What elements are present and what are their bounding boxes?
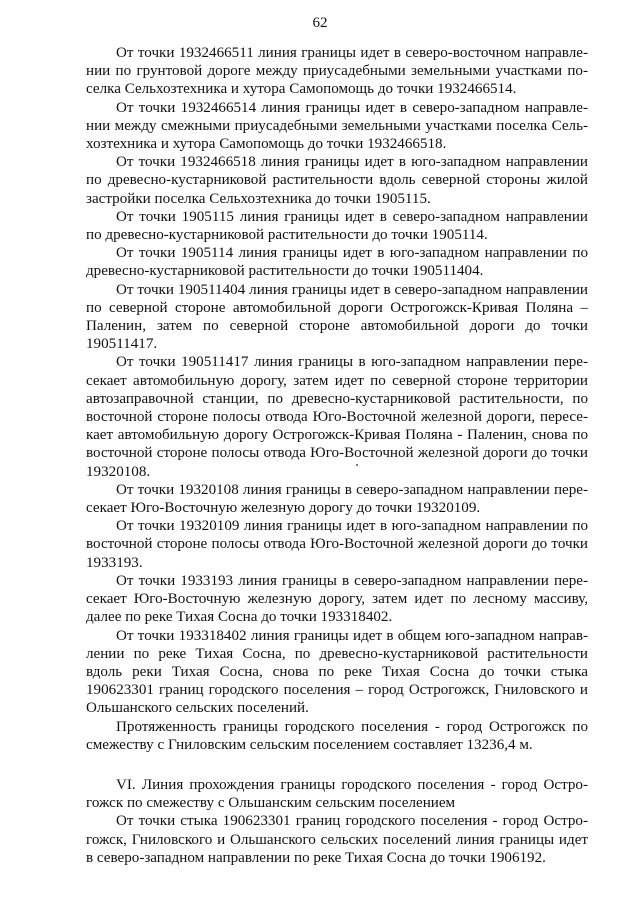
paragraph: От точки 1932466511 линия границы идет в северо-восточном направлении по грунтовой дороге между приусадебными земельными участками поселка Сельхозтехника и хутора Самопомощь до точки 1932466514. xyxy=(86,45,588,98)
paragraph: От точки 193318402 линия границы идет в общем юго-западном направлении по реке Тихая Сосна, по древесно-кустарниковой растительности вдоль реки Тихая Сосна, снова по реке Тихая Сосна до точки стыка 190623301 границ городского поселения – город Острогожск, Гниловского и Ольшанского сельских поселений. xyxy=(86,627,588,717)
paragraph: От точки 190511404 линия границы идет в северо-западном направлении по северной стороне автомобильной дороги Острогожск-Кривая Поляна – Паленин, затем по северной стороне автомобильной дороги до точки 190511417. xyxy=(86,281,588,353)
paragraph: От точки 1932466514 линия границы идет в северо-западном направлении между смежными приусадебными земельными участками поселка Сельхозтехника и хутора Самопомощь до точки 1932466518. xyxy=(86,99,588,153)
paragraph: От точки 1933193 линия границы в северо-западном направлении пересекает Юго-Восточную железную дорогу, затем идет по лесному массиву, далее по реке Тихая Сосна до точки 193318402. xyxy=(86,572,588,626)
page-number: 62 xyxy=(312,15,328,31)
paragraph: От точки 1905114 линия границы идет в юго-западном направлении по древесно-кустарниковой растительности до точки 190511404. xyxy=(86,245,588,280)
paragraph: От точки 19320109 линия границы идет в юго-западном направлении по восточной стороне полосы отвода Юго-Восточной железной дороги до точки 1933193. xyxy=(86,518,588,571)
document-body xyxy=(86,44,588,867)
paragraph: От точки 1905115 линия границы идет в северо-западном направлении по древесно-кустарниковой растительности до точки 1905114. xyxy=(86,208,588,244)
paragraph: От точки стыка 190623301 границ городского поселения - город Острогожск, Гниловского и Ольшанского сельских поселений линия границы идет в северо-западном направлении по реке Тихая Сосна до точки 1906192. xyxy=(86,813,588,866)
section-heading: VI. Линия прохождения границы городского поселения - город Острогожск по смежеству с Ольшанским сельским поселением xyxy=(86,776,588,812)
paragraph: Протяженность границы городского поселения - город Острогожск по смежеству с Гниловским сельским поселением составляет 13236,4 м. xyxy=(86,718,588,753)
paragraph: От точки 19320108 линия границы в северо-западном направлении пересекает Юго-Восточную железную дорогу до точки 19320109. xyxy=(86,481,588,517)
paragraph: От точки 1932466518 линия границы идет в юго-западном направлении по древесно-кустарниковой растительности вдоль северной стороны жилой застройки поселка Сельхозтехника до точки 1905115. xyxy=(86,154,588,207)
paragraph: От точки 190511417 линия границы в юго-западном направлении пересекает автомобильную дорогу, затем идет по северной стороне территории автозаправочной станции, по древесно-кустарниковой растительности, по восточной стороне полосы отвода Юго-Восточной железной дороги, пересекает автомобильную дорогу Острогожск-Кривая Поляна - Паленин, снова по восточной стороне полосы отвода Юго-Восточной железной дороги до точки 19320108. xyxy=(86,354,588,480)
scan-speck xyxy=(356,464,358,466)
